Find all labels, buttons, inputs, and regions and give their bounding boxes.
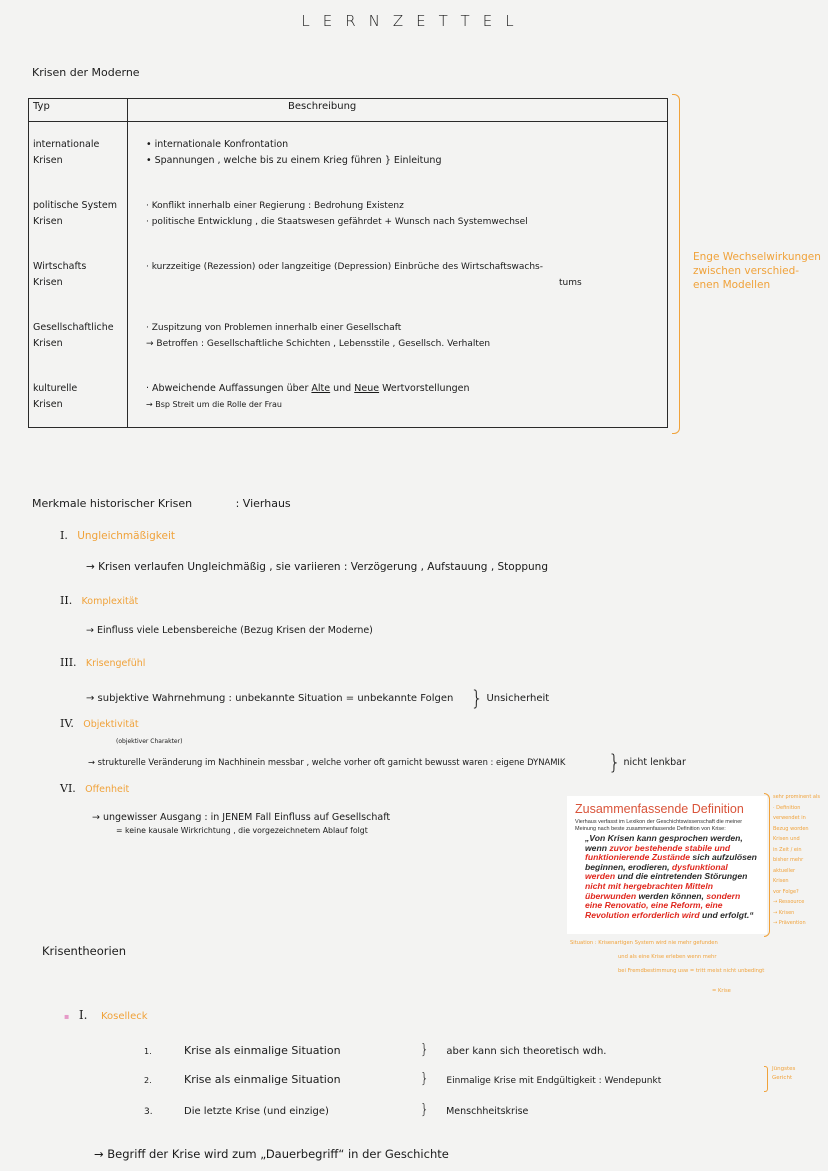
side-note-line: Jüngstes <box>772 1066 796 1072</box>
side-note-line: bisher mehr <box>773 857 804 863</box>
crisis-types-table <box>28 98 668 428</box>
section-heading-theories: Krisentheorien <box>42 944 127 958</box>
row-type: Krisen <box>33 337 63 349</box>
roman-numeral: VI. <box>60 782 76 795</box>
side-note-line: enen Modellen <box>693 279 771 291</box>
quote-part: sich aufzulösen beginnen, erodieren, <box>585 852 757 872</box>
side-note-line: vor Folge? <box>773 888 799 895</box>
theory-conclusion: → Begriff der Krise wird zum „Dauerbegriff“ in der Geschichte <box>94 1147 449 1161</box>
page-title: LERNZETTEL <box>301 12 527 30</box>
row-type: politische System <box>33 199 117 211</box>
feature-name: Komplexität <box>81 596 139 607</box>
feature-title <box>60 782 129 795</box>
pink-marker-icon: ▪ <box>64 1012 70 1021</box>
definition-below-notes <box>570 936 764 998</box>
side-note-line: aktueller <box>773 867 796 874</box>
feature-name: Objektivität <box>83 719 139 730</box>
definition-intro: Vierhaus verfasst im Lexikon der Geschichtswissenschaft die meiner Meinung nach beste zusammenfassende Definition von Krise: <box>575 819 743 832</box>
feature-title <box>60 594 138 607</box>
row-desc-line: · politische Entwicklung , die Staatswesen gefährdet + Wunsch nach Systemwechsel <box>146 216 528 227</box>
row-desc-line: • internationale Konfrontation <box>146 138 289 150</box>
definition-side-notes <box>773 792 820 929</box>
header-beschreibung: Beschreibung <box>128 99 668 122</box>
roman-numeral: I. <box>60 529 68 542</box>
underlined-alte: Alte <box>311 382 331 394</box>
orange-brace <box>764 793 770 937</box>
definition-quote <box>575 834 759 920</box>
section-heading-features <box>32 497 291 510</box>
roman-numeral: III. <box>60 656 77 669</box>
item-note: aber kann sich theoretisch wdh. <box>446 1046 607 1057</box>
table-row <box>29 305 668 366</box>
features-author: : Vierhaus <box>235 497 291 510</box>
table-row <box>29 183 668 244</box>
row-type: internationale <box>33 138 100 150</box>
row-type: Gesellschaftliche <box>33 321 114 333</box>
quote-part: und erfolgt.“ <box>699 909 754 920</box>
table-row <box>29 366 668 428</box>
text-fragment: und <box>330 382 355 394</box>
feature-text: = keine kausale Wirkrichtung , die vorgezeichnetem Ablauf folgt <box>116 826 368 835</box>
side-note-juengstes-gericht <box>772 1065 795 1083</box>
theory-item <box>144 1042 606 1058</box>
side-note-line: Krisen <box>773 878 789 884</box>
brace-icon: } <box>420 1071 429 1087</box>
side-note-line: sehr prominent als <box>773 794 820 800</box>
orange-brace <box>672 94 680 434</box>
row-type: Krisen <box>33 154 63 166</box>
feature-name: Krisengefühl <box>85 658 146 669</box>
row-desc-line: · Konflikt innerhalb einer Regierung : Bedrohung Existenz <box>146 200 404 211</box>
roman-numeral: II. <box>60 594 73 607</box>
side-note-line: → Prävention <box>773 920 806 926</box>
below-note-line: Situation : Krisenartigen System wird nie mehr gefunden <box>570 940 718 946</box>
brace-icon: } <box>608 750 621 774</box>
theory-item <box>144 1102 528 1118</box>
side-note-line: Bezug worden <box>773 825 809 832</box>
roman-numeral: IV. <box>60 717 74 730</box>
quote-part: und die eintretenden Störungen <box>615 871 748 882</box>
feature-title <box>60 529 175 542</box>
table-row <box>29 122 668 184</box>
below-note-line: bei Fremdbestimmung usw = tritt meist nicht unbedingt <box>618 968 765 974</box>
row-desc-line: tums <box>559 277 582 288</box>
row-type: Krisen <box>33 398 63 410</box>
section-heading-modern: Krisen der Moderne <box>32 66 140 79</box>
text-fragment: Wertvorstellungen <box>379 382 470 394</box>
item-number: 1. <box>144 1047 152 1056</box>
brace-icon: } <box>420 1042 429 1058</box>
feature-text: → Einfluss viele Lebensbereiche (Bezug Krisen der Moderne) <box>86 625 373 636</box>
feature-text-main: → strukturelle Veränderung im Nachhinein messbar , welche vorher oft garnicht bewusst waren : eigene DYNAMIK <box>88 757 566 767</box>
side-note-line: → Krisen <box>773 909 795 916</box>
quote-part-highlight: sondern eine Renovatio, eine Reform, eine Revolution erforderlich wird <box>585 890 741 920</box>
row-desc-line: • Spannungen , welche bis zu einem Krieg führen } Einleitung <box>146 154 442 166</box>
row-type: Krisen <box>33 215 63 227</box>
quote-part-highlight: zuvor bestehende stabile und funktionierende Zustände <box>585 842 731 863</box>
row-desc-line <box>146 381 667 397</box>
item-note: Einmalige Krise mit Endgültigkeit : Wendepunkt <box>446 1076 662 1086</box>
feature-name: Offenheit <box>85 784 130 795</box>
header-typ: Typ <box>29 99 128 122</box>
side-note-wechselwirkungen <box>693 250 821 292</box>
side-note-line: Gericht <box>772 1075 793 1081</box>
brace-note: nicht lenkbar <box>623 757 686 768</box>
features-heading-text: Merkmale historischer Krisen <box>32 497 193 510</box>
row-desc-line: · kurzzeitige (Rezession) oder langzeitige (Depression) Einbrüche des Wirtschaftswachs- <box>146 261 543 272</box>
brace-note: Unsicherheit <box>486 693 550 704</box>
feature-text <box>86 686 549 710</box>
item-text: Die letzte Krise (und einzige) <box>184 1106 329 1117</box>
row-desc-line: · Zuspitzung von Problemen innerhalb einer Gesellschaft <box>146 322 402 333</box>
brace-icon: } <box>420 1102 429 1118</box>
row-type: Krisen <box>33 276 63 288</box>
orange-brace <box>764 1066 768 1092</box>
side-note-line: zwischen verschied- <box>693 265 800 277</box>
item-number: 2. <box>144 1076 152 1085</box>
item-text: Krise als einmalige Situation <box>184 1044 341 1057</box>
below-note-line: und als eine Krise erleben wenn mehr <box>618 954 717 960</box>
quote-part: „Von Krisen kann gesprochen werden, wenn <box>585 833 743 853</box>
feature-text <box>88 750 686 774</box>
item-text: Krise als einmalige Situation <box>184 1073 341 1086</box>
definition-title: Zusammenfassende Definition <box>575 802 744 816</box>
item-note: Menschheitskrise <box>446 1106 529 1117</box>
theory-title <box>64 1008 148 1022</box>
feature-text: → ungewisser Ausgang : in JENEM Fall Einfluss auf Gesellschaft <box>92 812 391 823</box>
definition-box <box>567 796 767 934</box>
underlined-neue: Neue <box>354 382 380 394</box>
feature-text-main: → subjektive Wahrnehmung : unbekannte Situation = unbekannte Folgen <box>86 693 454 704</box>
feature-superscript: (objektiver Charakter) <box>116 738 183 745</box>
text-fragment: · Abweichende Auffassungen über <box>146 382 312 394</box>
row-type: kulturelle <box>33 382 78 394</box>
side-note-line: · Definition <box>773 804 801 811</box>
feature-name: Ungleichmäßigkeit <box>77 530 175 542</box>
side-note-line: Krisen und <box>773 836 800 842</box>
table-header-row <box>29 99 668 122</box>
feature-title <box>60 717 139 730</box>
side-note-line: verwendet in <box>773 815 806 821</box>
quote-part-highlight: nicht mit hergebrachten Mitteln überwunden <box>585 880 713 901</box>
quote-part: werden können, <box>636 890 707 901</box>
row-desc-line: → Betroffen : Gesellschaftliche Schichten , Lebensstile , Gesellsch. Verhalten <box>146 338 491 349</box>
theory-name: Koselleck <box>100 1011 148 1022</box>
row-type: Wirtschafts <box>33 260 87 272</box>
below-note-line: = Krise <box>712 988 731 994</box>
feature-text: → Krisen verlaufen Ungleichmäßig , sie variieren : Verzögerung , Aufstauung , Stoppung <box>86 561 548 573</box>
table-row <box>29 244 668 305</box>
item-number: 3. <box>144 1107 153 1117</box>
theory-item <box>144 1071 661 1087</box>
side-note-line: → Ressource <box>773 899 805 905</box>
side-note-line: in Zeit / ein <box>773 846 802 853</box>
roman-numeral: I. <box>78 1008 88 1022</box>
side-note-line: Enge Wechselwirkungen <box>693 251 821 263</box>
brace-icon: } <box>470 686 484 710</box>
row-desc-line: → Bsp Streit um die Rolle der Frau <box>146 399 282 409</box>
feature-title <box>60 656 145 669</box>
quote-part-highlight: dysfunktional werden <box>585 861 728 882</box>
